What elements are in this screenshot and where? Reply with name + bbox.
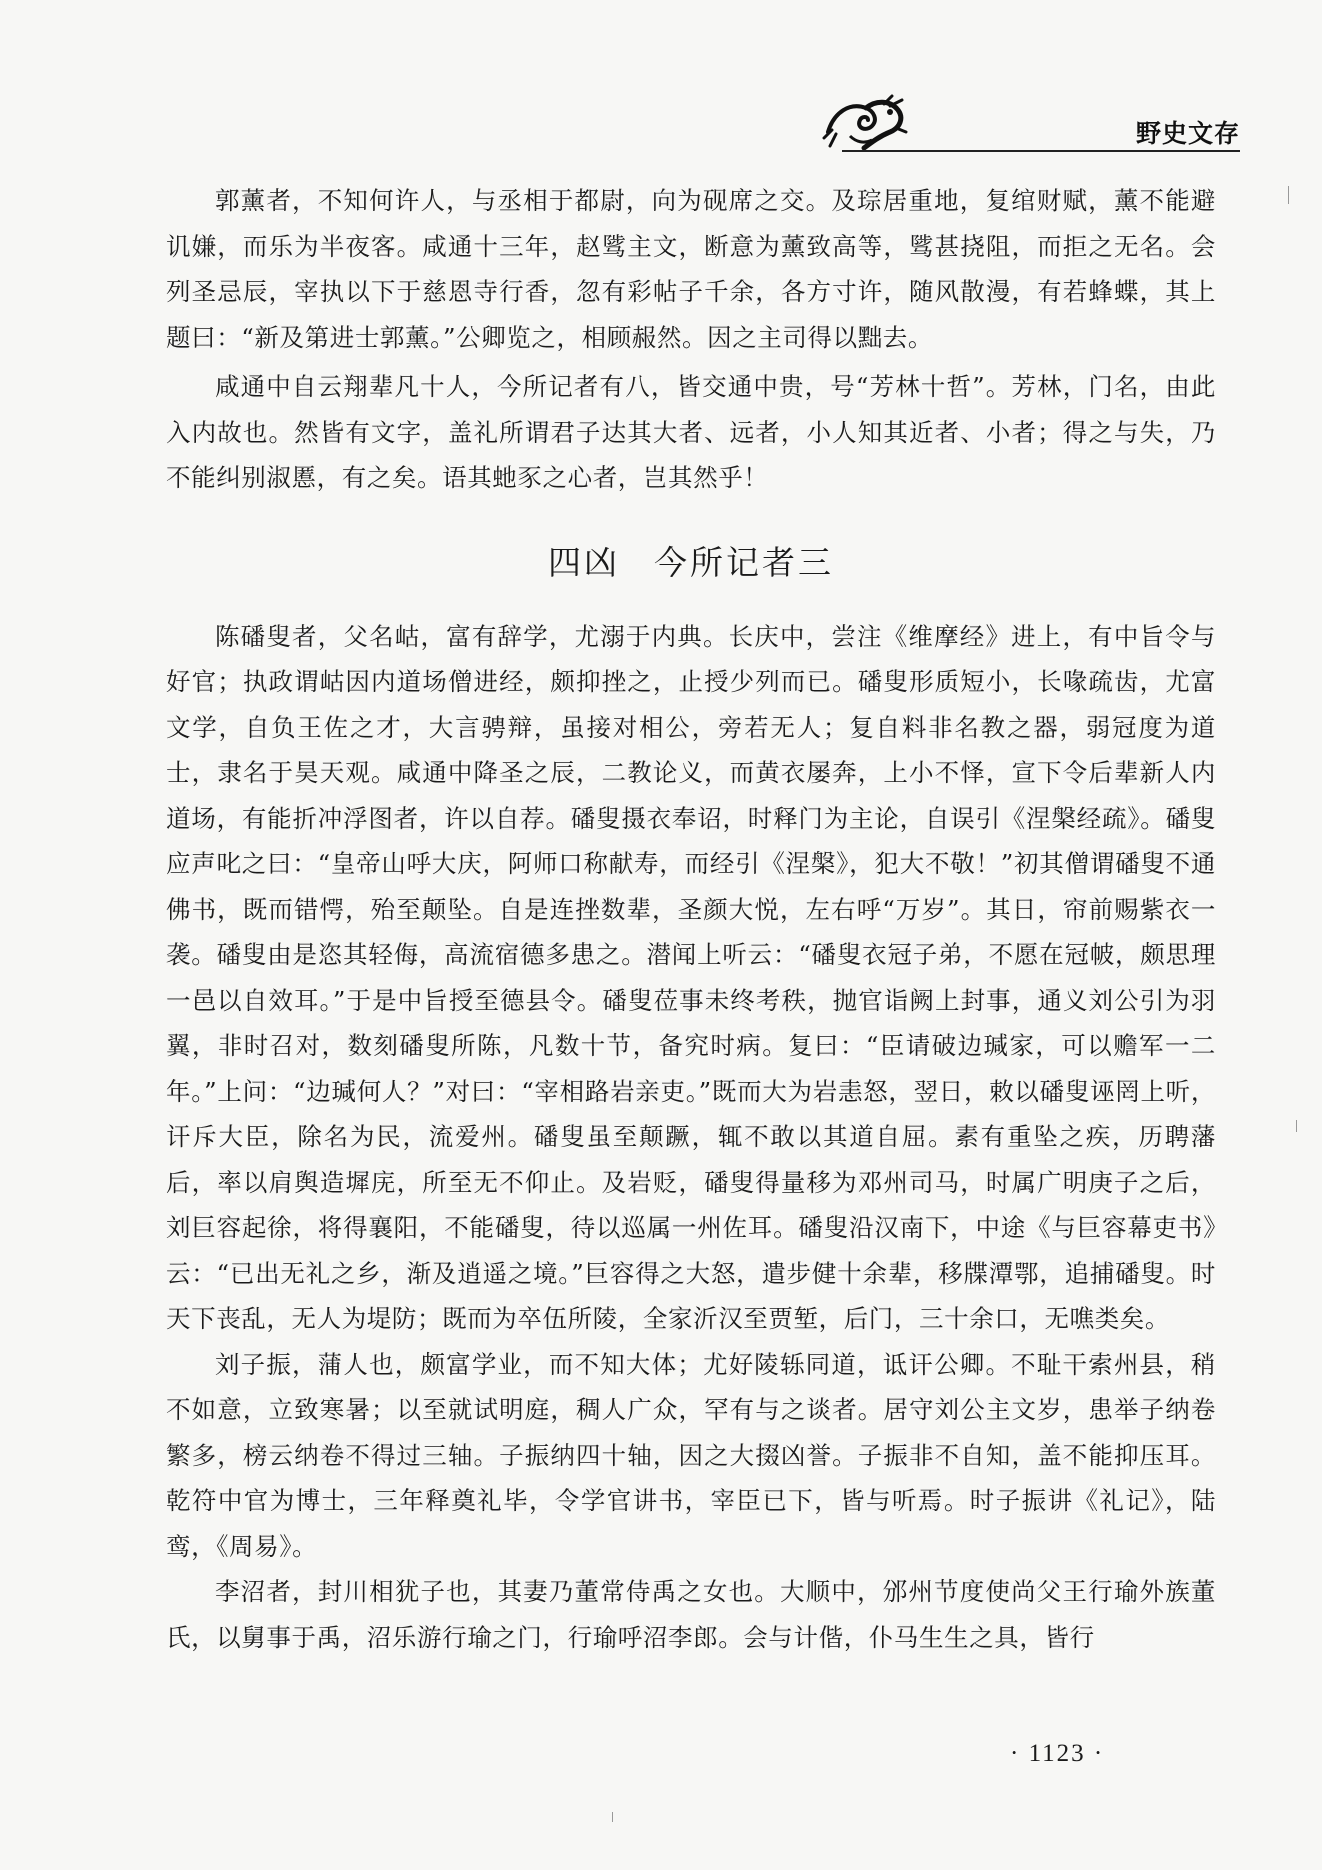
paragraph-liu-zizhen: 刘子振，蒲人也，颇富学业，而不知大体；尤好陵轹同道，诋讦公卿。不耻干索州县，稍不如意，立致寒暑；以至就试明庭，稠人广众，罕有与之谈者。居守刘公主文岁，患举子纳卷繁多，榜云纳卷不得过三轴。子振纳四十轴，因之大掇凶誉。子振非不自知，盖不能抑压耳。乾符中官为博士，三年释奠礼毕，令学官讲书，宰臣已下，皆与听焉。时子振讲《礼记》，陆鸾，《周易》。	[166, 1349, 1216, 1561]
running-header	[820, 92, 1240, 162]
section-heading	[166, 537, 1216, 584]
header-rule	[842, 150, 1240, 152]
paragraph-chen-panshou: 陈磻叟者，父名岵，富有辞学，尤溺于内典。长庆中，尝注《维摩经》进上，有中旨令与好官；执政谓岵因内道场僧进经，颇抑挫之，止授少列而已。磻叟形质短小，长喙疏齿，尤富文学，自负王佐之才，大言骋辩，虽接对相公，旁若无人；复自料非名教之器，弱冠度为道士，隶名于昊天观。咸通中降圣之辰，二教论义，而黄衣屡奔，上小不怿，宣下令后辈新人内道场，有能折冲浮图者，许以自荐。磻叟摄衣奉诏，时释门为主论，自误引《涅槃经疏》。磻叟应声叱之曰：“皇帝山呼大庆，阿师口称献寿，而经引《涅槃》，犯大不敬！”初其僧谓磻叟不通佛书，既而错愕，殆至颠坠。自是连挫数辈，圣颜大悦，左右呼“万岁”。其日，帘前赐紫衣一袭。磻叟由是恣其轻侮，高流宿德多患之。潜闻上听云：“磻叟衣冠子弟，不愿在冠帔，颇思理一邑以自效耳。”于是中旨授至德县令。磻叟莅事未终考秩，抛官诣阙上封事，通义刘公引为羽翼，非时召对，数刻磻叟所陈，凡数十节，备究时病。复曰：“臣请破边瑊家，可以赡军一二年。”上问：“边瑊何人？”对曰：“宰相路岩亲吏。”既而大为岩恚怒，翌日，敕以磻叟诬罔上听，讦斥大臣，除名为民，流爱州。磻叟虽至颠蹶，辄不敢以其道自屈。素有重坠之疾，历聘藩后，率以肩舆造墀庑，所至无不仰止。及岩贬，磻叟得量移为邓州司马，时属广明庚子之后，刘巨容起徐，将得襄阳，不能磻叟，待以巡属一州佐耳。磻叟沿汉南下，中途《与巨容幕吏书》云：“已出无礼之乡，渐及逍遥之境。”巨容得之大怒，遣步健十余辈，移牒潭鄂，追捕磻叟。时天下丧乱，无人为堤防；既而为卒伍所陵，全家沂汉至贾堑，后门，三十余口，无噍类矣。	[166, 621, 1216, 1333]
page-body	[166, 178, 1216, 1664]
section-heading-main: 四凶	[548, 542, 620, 582]
paragraph-fanglin-shizhe: 咸通中自云翔辈凡十人，今所记者有八，皆交通中贵，号“芳林十哲”。芳林，门名，由此入内故也。然皆有文字，盖礼所谓君子达其大者、远者，小人知其近者、小者；得之与失，乃不能纠别淑慝，有之矣。语其虵豕之心者，岂其然乎！	[166, 372, 1216, 492]
scan-mark	[1288, 186, 1289, 204]
section-heading-sub: 今所记者三	[654, 542, 834, 582]
page-number: · 1123 ·	[1010, 1740, 1105, 1767]
running-header-title: 野史文存	[1135, 119, 1240, 148]
scan-mark	[1296, 1120, 1297, 1132]
paragraph-li-zhao: 李沼者，封川相犹子也，其妻乃董常侍禹之女也。大顺中，邠州节度使尚父王行瑜外族董氏，以舅事于禹，沼乐游行瑜之门，行瑜呼沼李郎。会与计偕，仆马生生之具，皆行	[166, 1577, 1216, 1652]
scan-mark	[612, 1812, 613, 1822]
paragraph-guo-xun: 郭薰者，不知何许人，与丞相于都尉，向为砚席之交。及琮居重地，复绾财赋，薰不能避讥嫌，而乐为半夜客。咸通十三年，赵骘主文，断意为薰致高等，骘甚挠阻，而拒之无名。会列圣忌辰，宰执以下于慈恩寺行香，忽有彩帖子千余，各方寸许，随风散漫，有若蜂蝶，其上题曰：“新及第进士郭薰。”公卿览之，相顾赧然。因之主司得以黜去。	[166, 186, 1216, 352]
dragon-icon	[820, 92, 910, 154]
